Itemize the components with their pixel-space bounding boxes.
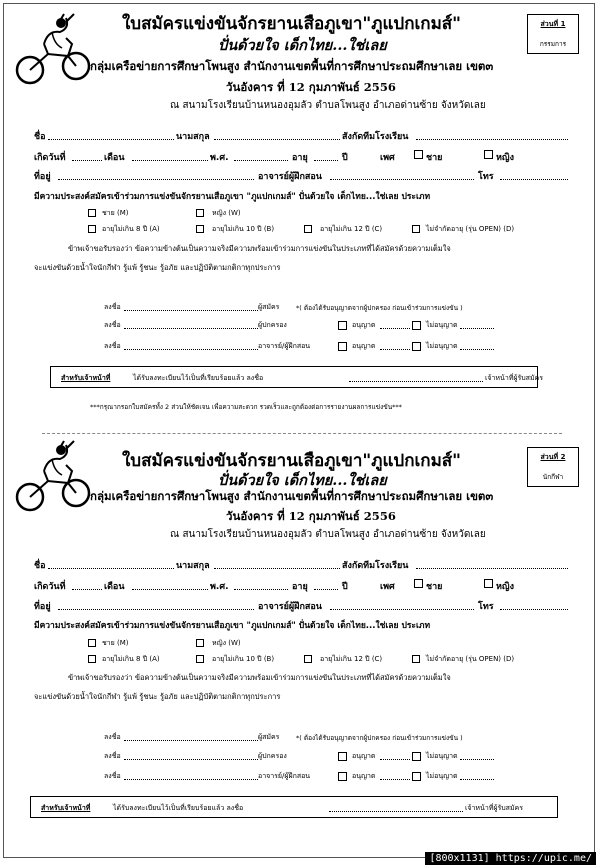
office-label: สำหรับเจ้าหน้าที่ [61,374,111,382]
applicant-note: *( ต้องได้รับอนุญาตจากผู้ปกครอง ก่อนเข้าร่วมการแข่งขัน ) [296,304,463,312]
teacher-deny-line [460,349,494,350]
applicant-note: *( ต้องได้รับอนุญาตจากผู้ปกครอง ก่อนเข้าร่วมการแข่งขัน ) [296,734,463,742]
surname-field[interactable] [214,139,340,140]
form-title: ใบสมัครแข่งขันจักรยานเสือภูเขา"ภูแปกเกมส์" [122,14,462,34]
declaration-line-2: จะแข่งขันด้วยน้ำใจนักกีฬา รู้แพ้ รู้ชนะ รู้อภัย และปฏิบัติตามกติกาทุกประการ [34,692,281,701]
purpose-text: มีความประสงค์สมัครเข้าร่วมการแข่งขันจักรยานเสือภูเขา "ภูแปกเกมส์" ปั่นด้วยใจ เด็กไทย...ใช่เลย ประเภท [34,621,431,631]
cat-open-checkbox[interactable] [412,225,420,233]
guardian-deny-line [460,759,494,760]
school-label: สังกัดทีมโรงเรียน [342,561,409,571]
guardian-sign-label: ลงชื่อ [104,752,121,760]
event-date: วันอังคาร ที่ 12 กุมภาพันธ์ 2556 [226,509,396,523]
cat-male-checkbox[interactable] [88,639,96,647]
teacher-deny-line [460,779,494,780]
birth-year-field[interactable] [234,589,288,590]
phone-label: โทร [478,602,494,612]
guardian-signature-field[interactable] [124,328,258,329]
teacher-sign-label: ลงชื่อ [104,772,121,780]
event-venue: ณ สนามโรงเรียนบ้านหนองอุมลัว ตำบลโพนสูง อำเภอด่านซ้าย จังหวัดเลย [170,100,486,111]
guardian-allow-line [380,328,410,329]
male-checkbox[interactable] [414,150,423,159]
female-label: หญิง [496,582,514,592]
male-checkbox[interactable] [414,579,423,588]
cat-male-label: ชาย (M) [102,209,129,217]
guardian-allow-line [380,759,410,760]
cyclist-logo-icon [14,10,94,90]
part-number: ส่วนที่ 1 [540,20,566,28]
organizer: กลุ่มเครือข่ายการศึกษาโพนสูง สำนักงานเขตพื้นที่การศึกษาประถมศึกษาเลย เขต๓ [90,489,494,503]
teacher-sign-label: ลงชื่อ [104,342,121,350]
declaration-line-1: ข้าพเจ้าขอรับรองว่า ข้อความข้างต้นเป็นความจริงมีความพร้อมเข้าร่วมการแข่งขันในประเภทที่ได้สมัครด้วยความเต็มใจ [68,673,451,682]
birth-day-field[interactable] [72,589,102,590]
cat-u10-label: อายุไม่เกิน 10 ปี (B) [212,225,275,233]
birth-year-field[interactable] [234,160,288,161]
form-slogan: ปั่นด้วยใจ เด็กไทย...ใช่เลย [218,472,387,489]
guardian-deny-checkbox[interactable] [412,752,421,761]
guardian-label: ผู้ปกครอง [258,752,287,760]
guardian-allow-checkbox[interactable] [338,752,347,761]
name-field[interactable] [48,568,174,569]
event-date: วันอังคาร ที่ 12 กุมภาพันธ์ 2556 [226,80,396,94]
part-badge [527,447,579,487]
phone-field[interactable] [500,609,568,610]
applicant-label: ผู้สมัคร [258,733,280,741]
teacher-allow-label: อนุญาต [352,772,376,780]
sex-label: เพศ [380,582,395,592]
name-label: ชื่อ [34,561,46,571]
applicant-signature-field[interactable] [124,310,258,311]
cat-u8-label: อายุไม่เกิน 8 ปี (A) [102,655,160,663]
name-label: ชื่อ [34,132,46,142]
cat-u12-label: อายุไม่เกิน 12 ปี (C) [320,655,383,663]
cat-female-label: หญิง (W) [212,209,241,217]
cat-u8-checkbox[interactable] [88,225,96,233]
teacher-allow-label: อนุญาต [352,342,376,350]
teacher-deny-checkbox[interactable] [412,342,421,351]
female-checkbox[interactable] [484,579,493,588]
address-field[interactable] [58,179,254,180]
teacher-allow-checkbox[interactable] [338,342,347,351]
birthdate-label: เกิดวันที่ [34,582,66,592]
birthdate-label: เกิดวันที่ [34,153,66,163]
coach-label: อาจารย์ผู้ฝึกสอน [258,172,322,182]
cat-open-label: ไม่จำกัดอายุ (รุ่น OPEN) (D) [426,225,515,233]
teacher-allow-line [380,349,410,350]
declaration-line-1: ข้าพเจ้าขอรับรองว่า ข้อความข้างต้นเป็นความจริงมีความพร้อมเข้าร่วมการแข่งขันในประเภทที่ได้สมัครด้วยความเต็มใจ [68,244,451,253]
guardian-signature-field[interactable] [124,759,258,760]
address-field[interactable] [58,609,254,610]
guardian-deny-checkbox[interactable] [412,321,421,330]
cat-u10-label: อายุไม่เกิน 10 ปี (B) [212,655,275,663]
surname-label: นามสกุล [176,561,210,571]
cat-open-checkbox[interactable] [412,655,420,663]
teacher-label: อาจารย์/ผู้ฝึกสอน [258,342,311,350]
part-recipient: กรรมการ [539,40,567,48]
coach-field[interactable] [330,609,474,610]
cat-female-label: หญิง (W) [212,639,241,647]
office-signature-field[interactable] [349,381,483,382]
guardian-allow-label: อนุญาต [352,752,376,760]
male-label: ชาย [426,582,443,592]
purpose-text: มีความประสงค์สมัครเข้าร่วมการแข่งขันจักรยานเสือภูเขา "ภูแปกเกมส์" ปั่นด้วยใจ เด็กไทย...ใช่เลย ประเภท [34,192,431,202]
sex-label: เพศ [380,153,395,163]
teacher-signature-field[interactable] [124,349,258,350]
office-label: สำหรับเจ้าหน้าที่ [41,804,91,812]
age-field[interactable] [314,160,338,161]
school-field[interactable] [416,568,568,569]
applicant-signature-field[interactable] [124,740,258,741]
age-label: อายุ [292,153,308,163]
year-label: พ.ศ. [210,153,229,163]
teacher-allow-line [380,779,410,780]
coach-label: อาจารย์ผู้ฝึกสอน [258,602,322,612]
cat-female-checkbox[interactable] [196,209,204,217]
guardian-deny-label: ไม่อนุญาต [426,752,458,760]
form-slogan: ปั่นด้วยใจ เด็กไทย...ใช่เลย [218,37,387,54]
office-signature-field[interactable] [329,811,463,812]
declaration-line-2: จะแข่งขันด้วยน้ำใจนักกีฬา รู้แพ้ รู้ชนะ รู้อภัย และปฏิบัติตามกติกาทุกประการ [34,263,281,272]
part-badge [527,14,579,54]
footer-note: ***กรุณากรอกใบสมัครทั้ง 2 ส่วนให้ชัดเจน เพื่อความสะดวก รวดเร็วและถูกต้องต่อการรายงานผลการแข่งขัน*** [90,403,402,411]
male-label: ชาย [426,153,443,163]
teacher-deny-label: ไม่อนุญาต [426,772,458,780]
cat-u12-checkbox[interactable] [304,655,312,663]
teacher-deny-label: ไม่อนุญาต [426,342,458,350]
guardian-sign-label: ลงชื่อ [104,321,121,329]
part-recipient: นักกีฬา [542,473,564,481]
office-text: ได้รับลงทะเบียนไว้เป็นที่เรียบร้อยแล้ว ลงชื่อ [113,804,244,812]
office-use-box [50,366,544,388]
part-number: ส่วนที่ 2 [540,453,566,461]
office-receiver: เจ้าหน้าที่ผู้รับสมัคร [485,374,544,382]
guardian-deny-label: ไม่อนุญาต [426,321,458,329]
address-label: ที่อยู่ [34,602,51,612]
cut-line [42,433,562,434]
cat-male-checkbox[interactable] [88,209,96,217]
address-label: ที่อยู่ [34,172,51,182]
office-text: ได้รับลงทะเบียนไว้เป็นที่เรียบร้อยแล้ว ลงชื่อ [133,374,264,382]
school-label: สังกัดทีมโรงเรียน [342,132,409,142]
guardian-allow-label: อนุญาต [352,321,376,329]
cat-u12-label: อายุไม่เกิน 12 ปี (C) [320,225,383,233]
form-title: ใบสมัครแข่งขันจักรยานเสือภูเขา"ภูแปกเกมส์" [122,451,462,471]
page-border [3,3,595,858]
cat-u8-label: อายุไม่เกิน 8 ปี (A) [102,225,160,233]
cat-u8-checkbox[interactable] [88,655,96,663]
surname-label: นามสกุล [176,132,210,142]
guardian-allow-checkbox[interactable] [338,321,347,330]
age-label: อายุ [292,582,308,592]
cyclist-logo-icon [14,437,94,517]
cat-u10-checkbox[interactable] [196,655,204,663]
watermark: [800x1131] https://upic.me/ [425,852,596,865]
surname-field[interactable] [214,568,340,569]
coach-field[interactable] [330,179,474,180]
years-label: ปี [342,582,348,592]
birth-month-field[interactable] [132,589,208,590]
guardian-label: ผู้ปกครอง [258,321,287,329]
month-label: เดือน [104,582,125,592]
applicant-sign-label: ลงชื่อ [104,303,121,311]
guardian-deny-line [460,328,494,329]
event-venue: ณ สนามโรงเรียนบ้านหนองอุมลัว ตำบลโพนสูง อำเภอด่านซ้าย จังหวัดเลย [170,529,486,540]
office-use-box [30,796,558,818]
cat-u10-checkbox[interactable] [196,225,204,233]
teacher-deny-checkbox[interactable] [412,772,421,781]
office-receiver: เจ้าหน้าที่ผู้รับสมัคร [465,804,524,812]
school-field[interactable] [416,139,568,140]
applicant-sign-label: ลงชื่อ [104,733,121,741]
phone-label: โทร [478,172,494,182]
birth-day-field[interactable] [72,160,102,161]
female-checkbox[interactable] [484,150,493,159]
teacher-label: อาจารย์/ผู้ฝึกสอน [258,772,311,780]
teacher-allow-checkbox[interactable] [338,772,347,781]
cat-open-label: ไม่จำกัดอายุ (รุ่น OPEN) (D) [426,655,515,663]
applicant-label: ผู้สมัคร [258,303,280,311]
teacher-signature-field[interactable] [124,779,258,780]
name-field[interactable] [48,139,174,140]
month-label: เดือน [104,153,125,163]
female-label: หญิง [496,153,514,163]
birth-month-field[interactable] [132,160,208,161]
years-label: ปี [342,153,348,163]
phone-field[interactable] [500,179,568,180]
organizer: กลุ่มเครือข่ายการศึกษาโพนสูง สำนักงานเขตพื้นที่การศึกษาประถมศึกษาเลย เขต๓ [90,59,494,73]
cat-female-checkbox[interactable] [196,639,204,647]
cat-male-label: ชาย (M) [102,639,129,647]
age-field[interactable] [314,589,338,590]
cat-u12-checkbox[interactable] [304,225,312,233]
year-label: พ.ศ. [210,582,229,592]
